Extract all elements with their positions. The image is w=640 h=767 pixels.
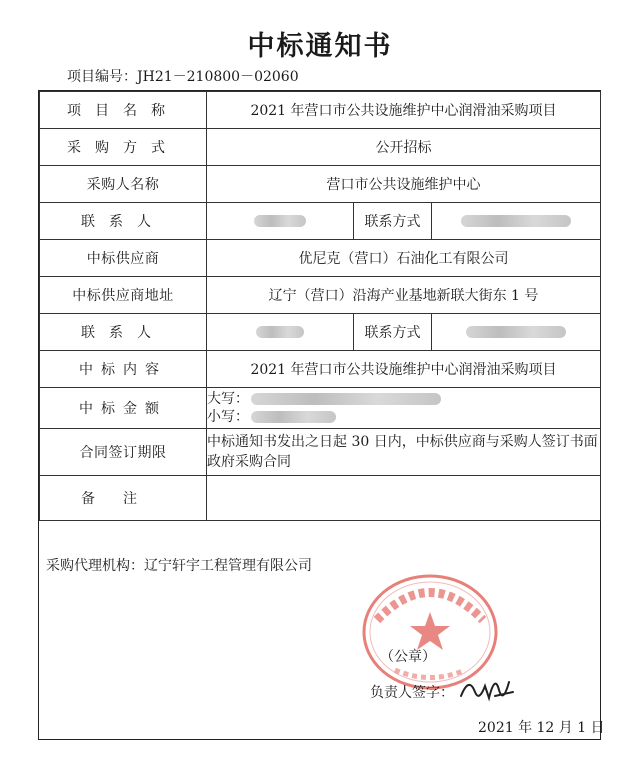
table-row xyxy=(40,277,601,314)
table-row xyxy=(40,92,601,129)
contact1-phone-label: 联系方式 xyxy=(354,203,432,240)
contact2-label: 联系人 xyxy=(40,314,207,351)
signature-icon xyxy=(455,668,525,708)
notice-table xyxy=(39,91,601,521)
contract-label: 合同签订期限 xyxy=(40,429,207,476)
seal-label: （公章） xyxy=(380,649,436,665)
amount-lower-label: 小写： xyxy=(207,409,249,425)
table-row xyxy=(40,129,601,166)
contact2-phone-redacted xyxy=(432,314,601,351)
redacted-blur xyxy=(256,326,304,338)
supplier-address-label: 中标供应商地址 xyxy=(40,277,207,314)
method-label: 采购方式 xyxy=(40,129,207,166)
document-title: 中标通知书 xyxy=(247,31,393,62)
supplier-label: 中标供应商 xyxy=(40,240,207,277)
supplier-value: 优尼克（营口）石油化工有限公司 xyxy=(207,240,601,277)
table-row xyxy=(40,429,601,476)
contract-value: 中标通知书发出之日起 30 日内，中标供应商与采购人签订书面政府采购合同 xyxy=(207,429,601,476)
signature-label: 负责人签字： xyxy=(370,685,454,701)
buyer-label: 采购人名称 xyxy=(40,166,207,203)
project-number: 项目编号：JH21－210800－02060 xyxy=(67,69,299,85)
contact2-value-redacted xyxy=(207,314,354,351)
project-name-label: 项目名称 xyxy=(40,92,207,129)
table-row xyxy=(40,166,601,203)
issue-date: 2021 年 12 月 1 日 xyxy=(478,720,605,736)
project-name-value: 2021 年营口市公共设施维护中心润滑油采购项目 xyxy=(207,92,601,129)
amount-upper-label: 大写： xyxy=(207,391,249,407)
amount-value xyxy=(207,388,601,429)
buyer-value: 营口市公共设施维护中心 xyxy=(207,166,601,203)
redacted-blur xyxy=(251,393,441,405)
method-value: 公开招标 xyxy=(207,129,601,166)
remark-value xyxy=(207,476,601,521)
agency-line: 采购代理机构：辽宁轩宇工程管理有限公司 xyxy=(46,558,312,574)
contact1-phone-redacted xyxy=(432,203,601,240)
table-row xyxy=(40,203,601,240)
contact1-value-redacted xyxy=(207,203,354,240)
table-row xyxy=(40,476,601,521)
table-row xyxy=(40,240,601,277)
supplier-address-value: 辽宁（营口）沿海产业基地新联大街东 1 号 xyxy=(207,277,601,314)
redacted-blur xyxy=(461,215,571,227)
amount-label: 中标金额 xyxy=(40,388,207,429)
table-row xyxy=(40,314,601,351)
remark-label: 备注 xyxy=(40,476,207,521)
table-row xyxy=(40,388,601,429)
contact1-label: 联系人 xyxy=(40,203,207,240)
redacted-blur xyxy=(254,215,306,227)
redacted-blur xyxy=(466,326,566,338)
contact2-phone-label: 联系方式 xyxy=(354,314,432,351)
redacted-blur xyxy=(251,411,336,423)
table-row xyxy=(40,351,601,388)
content-value: 2021 年营口市公共设施维护中心润滑油采购项目 xyxy=(207,351,601,388)
content-label: 中标内容 xyxy=(40,351,207,388)
